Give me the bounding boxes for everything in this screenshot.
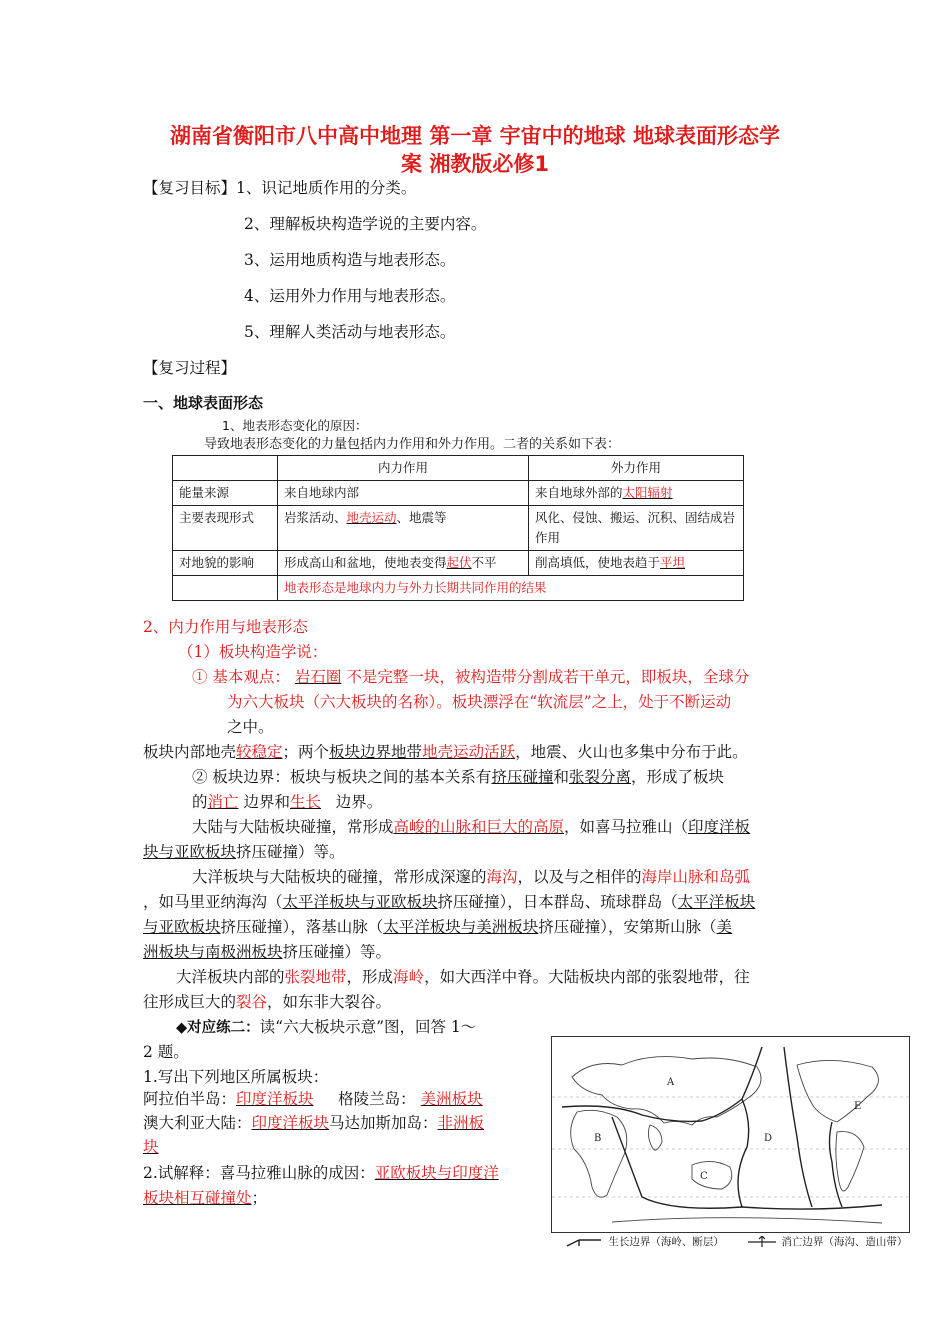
goal-item: 4、运用外力作用与地表形态。: [244, 287, 456, 305]
continents: [571, 1057, 882, 1223]
p6-line3: 与亚欧板块挤压碰撞），落基山脉（太平洋板块与美洲板块挤压碰撞），安第斯山脉（美: [143, 918, 733, 936]
exercise-heading-cont: 2 题。: [143, 1043, 189, 1061]
page-title: 湖南省衡阳市八中高中地理 第一章 宇宙中的地球 地球表面形态学: [170, 124, 780, 148]
page-title-line2: 案 湘教版必修1: [401, 152, 549, 176]
p1-line3: 之中。: [227, 718, 274, 736]
legend-die-label: 消亡边界（海沟、造山带）: [781, 1236, 908, 1248]
answer-blank: 地壳运动: [346, 510, 397, 525]
answer-blank: 印度洋板块: [251, 1114, 330, 1132]
p6-line1: 大洋板块与大陆板块的碰撞，常形成深邃的海沟，以及与之相伴的海岸山脉和岛弧: [192, 868, 751, 886]
section1-sub: 1、地表形态变化的原因：: [222, 418, 368, 433]
exercise-q1-row1: 阿拉伯半岛：印度洋板块 格陵兰岛： 美洲板块: [143, 1090, 483, 1108]
exercise-q2: 2.试解释：喜马拉雅山脉的成因：亚欧板块与印度洋: [143, 1164, 499, 1182]
forces-table: [172, 455, 744, 601]
exercise-q1-row2: 澳大利亚大陆：印度洋板块马达加斯加岛：非洲板: [143, 1114, 485, 1132]
plate-map-svg: [552, 1037, 909, 1232]
plate-boundaries: [562, 1047, 882, 1209]
table-row-label: 对地貌的影响: [173, 551, 278, 576]
answer-blank: 高峻的山脉和巨大的高原: [393, 818, 565, 836]
p3: ② 板块边界：板块与板块之间的基本关系有挤压碰撞和张裂分离，形成了板块: [192, 768, 724, 786]
p6-line4: 洲板块与南极洲板块挤压碰撞）等。: [143, 943, 392, 961]
table-header-row: [173, 456, 744, 481]
answer-blank: 块: [143, 1138, 159, 1156]
table-footer-row: [173, 576, 744, 601]
answer-blank: 板块相互碰撞处: [143, 1189, 252, 1207]
table-row: [173, 506, 744, 551]
table-row-label: 能量来源: [173, 481, 278, 506]
antarctica-outline: [612, 1218, 882, 1223]
table-header-cell: 外力作用: [529, 456, 744, 481]
answer-blank: 生长: [289, 793, 321, 811]
legend-grow-label: 生长边界（海岭、断层）: [608, 1236, 724, 1248]
answer-blank: 非洲板: [437, 1114, 485, 1132]
answer-blank: 消亡: [207, 793, 239, 811]
south-america-outline: [836, 1132, 864, 1191]
plate-label-e: E: [854, 1101, 862, 1112]
table-footer: 地表形态是地球内力与外力长期共同作用的结果: [278, 576, 744, 601]
section1-intro: 导致地表形态变化的力量包括内力作用和外力作用。二者的关系如下表：: [204, 437, 621, 452]
table-row: [173, 481, 744, 506]
p7-line1: 大洋板块内部的张裂地带，形成海岭，如大西洋中脊。大陆板块内部的张裂地带，往: [176, 968, 750, 986]
india-outline: [648, 1125, 662, 1150]
table-row: [173, 551, 744, 576]
plate-label-b: B: [594, 1133, 602, 1144]
growth-boundary-icon: [565, 1236, 605, 1248]
subduction-boundary-icon: [748, 1236, 778, 1248]
p1-line2: 为六大板块（六大板块的名称）。板块漂浮在“软流层”之上，处于不断运动: [227, 693, 732, 711]
p5-line2: 块与亚欧板块挤压碰撞）等。: [143, 843, 345, 861]
boundary-line: [784, 1047, 812, 1207]
table-cell: 岩浆活动、地壳运动、地震等: [278, 506, 529, 551]
section2-heading: 2、内力作用与地表形态: [143, 618, 308, 636]
answer-blank: 太阳辐射: [622, 485, 673, 500]
p6-line2: ，如马里亚纳海沟（太平洋板块与亚欧板块挤压碰撞），日本群岛、琉球群岛（太平洋板块: [143, 893, 756, 911]
section1-heading: 一、地球表面形态: [143, 394, 264, 412]
plate-label-c: C: [700, 1171, 708, 1182]
goals-row-1: [143, 177, 416, 199]
table-cell: 削高填低，使地表趋于平坦: [529, 551, 744, 576]
exercise-q2-cont: 板块相互碰撞处；: [143, 1189, 268, 1207]
table-cell: 风化、侵蚀、搬运、沉积、固结成岩作用: [529, 506, 744, 551]
process-label: 【复习过程】: [143, 359, 237, 377]
boundary-line: [738, 1099, 749, 1207]
answer-blank: 印度洋板块: [236, 1090, 314, 1108]
p2: 板块内部地壳较稳定；两个板块边界地带地壳运动活跃，地震、火山也多集中分布于此。: [143, 743, 748, 761]
table-header-cell: 内力作用: [278, 456, 529, 481]
answer-blank: 地壳运动活跃: [422, 743, 516, 761]
section2-sub: （1）板块构造学说：: [178, 643, 328, 661]
legend-die: [748, 1234, 907, 1249]
plate-label-d: D: [764, 1133, 773, 1144]
eurasia-outline: [572, 1057, 761, 1125]
table-header-cell: [173, 456, 278, 481]
p4: 的消亡 边界和生长 边界。: [192, 793, 383, 811]
p1-line1: ① 基本观点： 岩石圈 不是完整一块，被构造带分割成若干单元，即板块，全球分: [192, 668, 750, 686]
africa-outline: [571, 1110, 627, 1197]
australia-outline: [692, 1161, 732, 1189]
answer-blank: 平坦: [660, 555, 686, 570]
answer-blank: 亚欧板块与印度洋: [374, 1164, 499, 1182]
goal-item: 5、理解人类活动与地表形态。: [244, 323, 456, 341]
boundary-line: [830, 1122, 843, 1207]
table-cell: 形成高山和盆地，使地表变得起伏不平: [278, 551, 529, 576]
answer-blank: 岩石圈: [294, 668, 342, 686]
table-cell: 来自地球内部: [278, 481, 529, 506]
exercise-q1-row3: [143, 1136, 159, 1158]
boundary-line: [612, 1117, 882, 1209]
table-cell: [173, 576, 278, 601]
table-row-label: 主要表现形式: [173, 506, 278, 551]
answer-blank: 美洲板块: [420, 1090, 483, 1108]
exercise-q1: 1.写出下列地区所属板块：: [143, 1068, 329, 1086]
p5-line1: 大陆与大陆板块碰撞，常形成高峻的山脉和巨大的高原，如喜马拉雅山（印度洋板: [192, 818, 751, 836]
plate-label-a: A: [667, 1077, 675, 1088]
goal-item: 2、理解板块构造学说的主要内容。: [244, 215, 487, 233]
table-cell: 来自地球外部的太阳辐射: [529, 481, 744, 506]
plate-map: [551, 1036, 910, 1233]
goal-item: 3、运用地质构造与地表形态。: [244, 251, 456, 269]
goal-item: 1、识记地质作用的分类。: [236, 179, 417, 197]
exercise-heading: ◆对应练二：读“六大板块示意”图，回答 1～: [176, 1018, 477, 1036]
p7-line2: 往形成巨大的裂谷，如东非大裂谷。: [143, 993, 392, 1011]
goals-label: 【复习目标】: [143, 179, 237, 197]
legend-grow: [565, 1234, 724, 1249]
north-america-outline: [797, 1060, 878, 1122]
answer-blank: 起伏: [446, 555, 472, 570]
answer-blank: 较稳定: [236, 743, 283, 761]
